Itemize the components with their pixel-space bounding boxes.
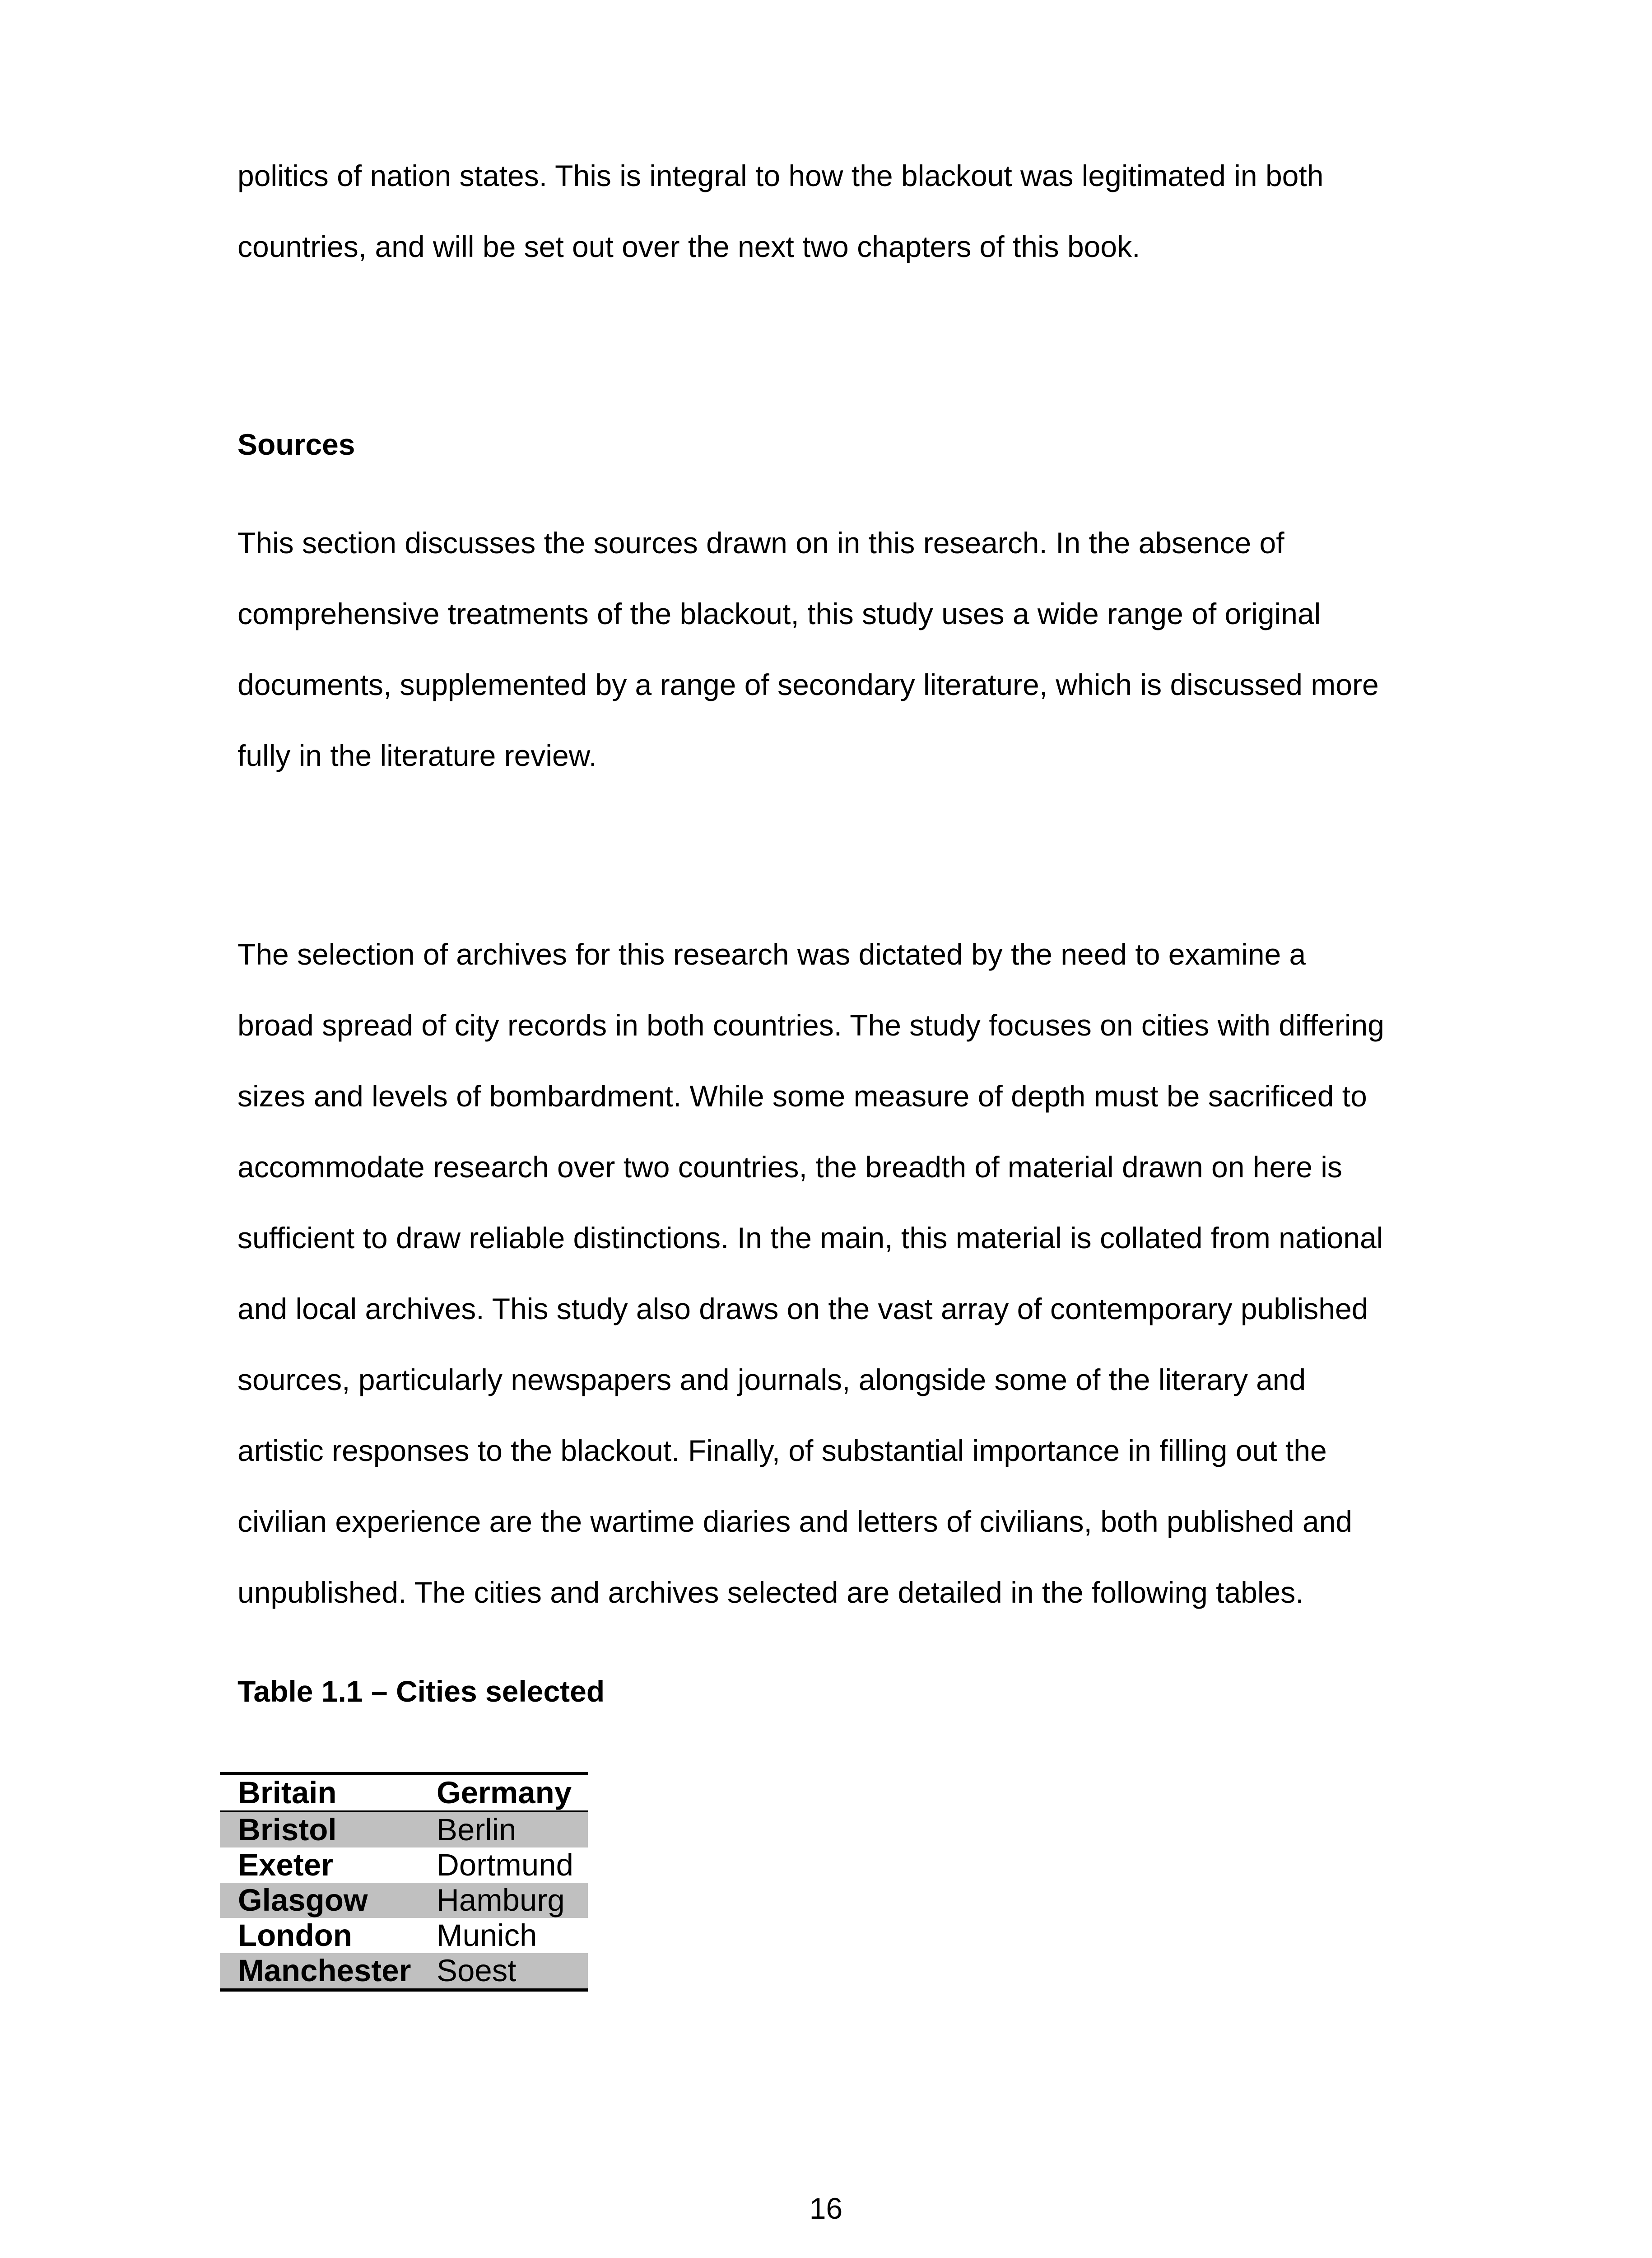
germany-city-cell: Hamburg — [419, 1883, 588, 1918]
page-number: 16 — [809, 2192, 843, 2225]
table-row — [220, 1847, 588, 1883]
britain-city-cell: Glasgow — [220, 1883, 419, 1918]
britain-city-cell: Exeter — [238, 1847, 333, 1882]
germany-city-cell: Soest — [419, 1953, 588, 1990]
table-row — [220, 1883, 588, 1918]
britain-city-cell: Manchester — [220, 1953, 419, 1990]
cities-table — [220, 1772, 588, 1992]
text-line: documents, supplemented by a range of secondary literature, which is discussed more — [237, 668, 1379, 701]
britain-city-cell: London — [238, 1918, 352, 1953]
text-line: and local archives. This study also draws on the vast array of contemporary published — [237, 1292, 1368, 1325]
text-line: comprehensive treatments of the blackout, this study uses a wide range of original — [237, 597, 1321, 630]
text-line: broad spread of city records in both countries. The study focuses on cities with differing — [237, 1008, 1384, 1042]
table-row — [220, 1811, 588, 1847]
text-line: unpublished. The cities and archives selected are detailed in the following tables. — [237, 1576, 1304, 1609]
text-line: politics of nation states. This is integral to how the blackout was legitimated in both — [237, 159, 1324, 192]
table-row — [220, 1953, 588, 1990]
text-line: fully in the literature review. — [237, 739, 597, 772]
section-heading: Sources — [237, 428, 355, 461]
text-line: sufficient to draw reliable distinctions. In the main, this material is collated from national — [237, 1221, 1383, 1255]
germany-city-cell: Munich — [437, 1918, 537, 1953]
text-line: sizes and levels of bombardment. While some measure of depth must be sacrificed to — [237, 1079, 1367, 1113]
germany-city-cell: Berlin — [419, 1811, 588, 1847]
text-line: artistic responses to the blackout. Finally, of substantial importance in filling out the — [237, 1434, 1327, 1467]
text-line: civilian experience are the wartime diaries and letters of civilians, both published and — [237, 1505, 1353, 1538]
column-header-germany: Germany — [437, 1775, 572, 1810]
table-header-row — [220, 1774, 588, 1812]
column-header-britain: Britain — [238, 1775, 337, 1810]
text-line: This section discusses the sources drawn on in this research. In the absence of — [237, 526, 1284, 560]
germany-city-cell: Dortmund — [437, 1847, 573, 1882]
text-line: accommodate research over two countries, the breadth of material drawn on here is — [237, 1150, 1342, 1184]
table-row — [220, 1918, 588, 1953]
text-line: countries, and will be set out over the next two chapters of this book. — [237, 230, 1140, 263]
text-line: sources, particularly newspapers and journals, alongside some of the literary and — [237, 1363, 1306, 1396]
britain-city-cell: Bristol — [220, 1811, 419, 1847]
table-caption: Table 1.1 – Cities selected — [237, 1675, 605, 1708]
text-line: The selection of archives for this research was dictated by the need to examine a — [237, 938, 1306, 971]
